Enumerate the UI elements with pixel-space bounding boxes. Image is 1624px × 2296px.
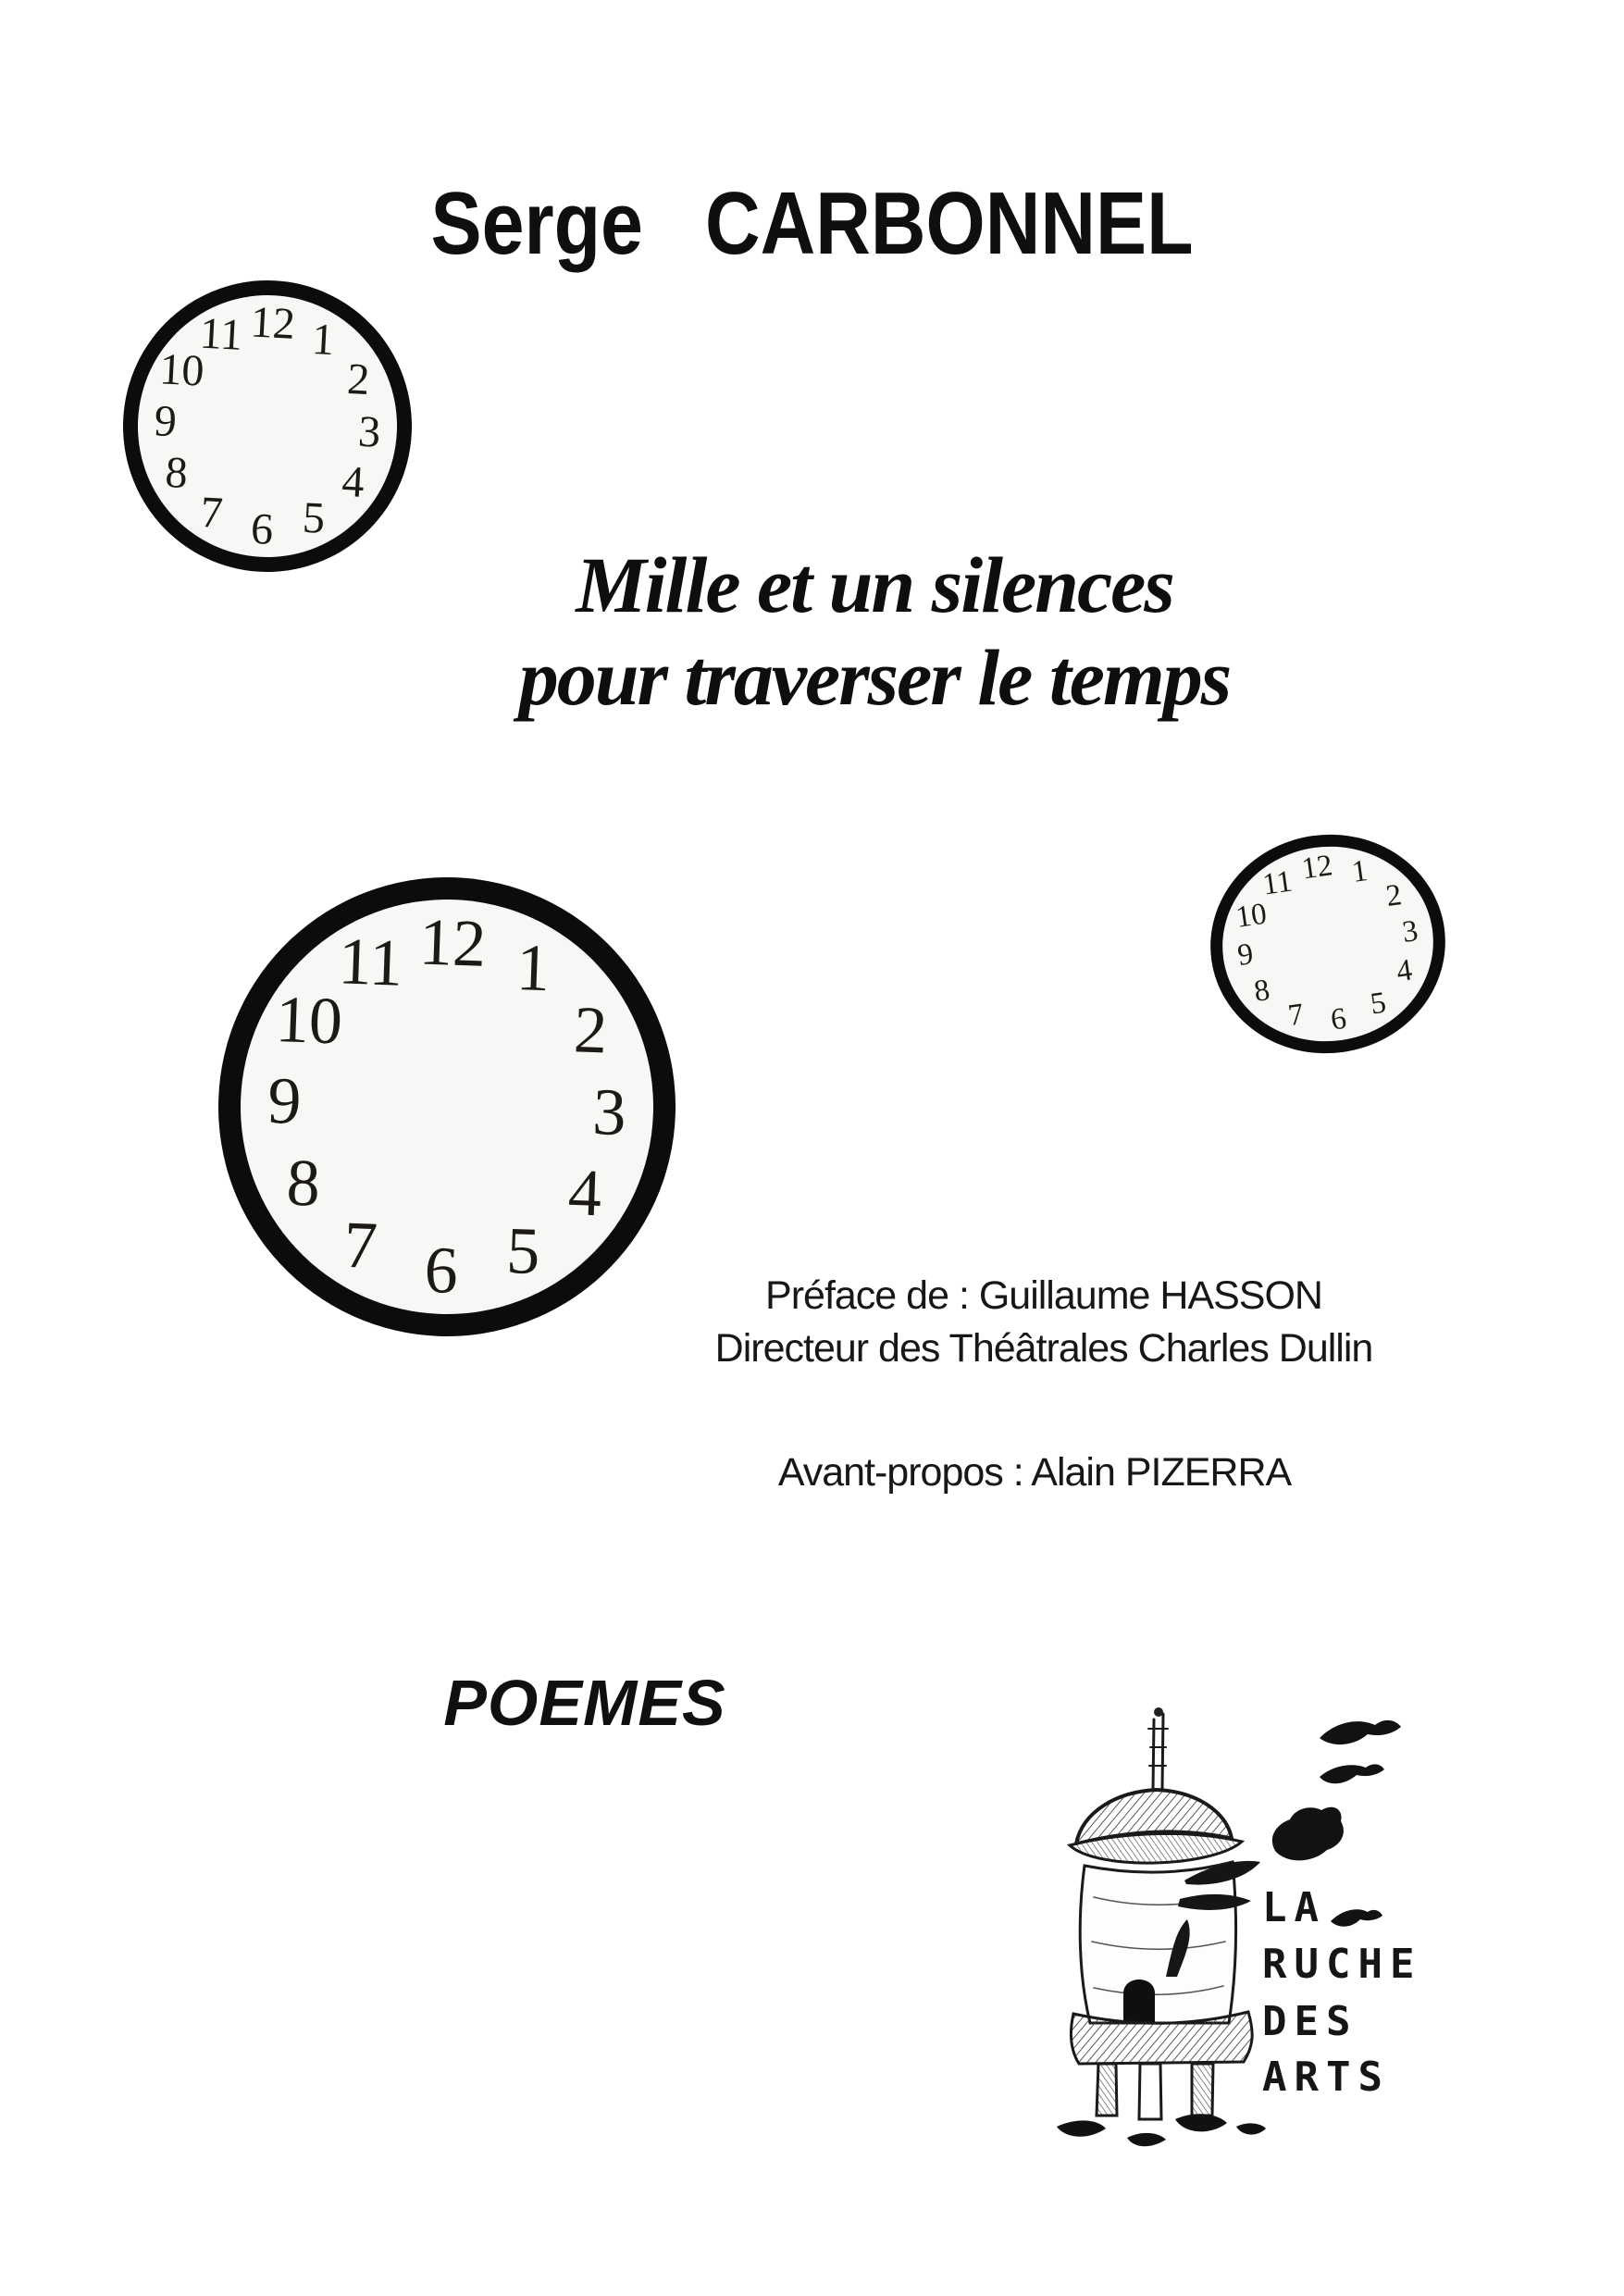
preface-credit-line-2: Directeur des Théâtrales Charles Dullin [714, 1326, 1373, 1371]
publisher-name-line: LA [1262, 1884, 1326, 1931]
clock-numeral-6: 6 [423, 1232, 460, 1308]
clock-numeral-5: 5 [505, 1212, 541, 1288]
clock-numeral-6: 6 [249, 503, 275, 554]
clock-numeral-11: 11 [198, 308, 244, 360]
clock-numeral-9: 9 [1235, 937, 1256, 973]
clock-numeral-11: 11 [1260, 864, 1295, 902]
clock-numeral-12: 12 [249, 297, 297, 349]
bee-icon [1320, 1764, 1384, 1783]
clock-numeral-1: 1 [514, 930, 552, 1006]
bee-icon [1272, 1807, 1344, 1861]
subtitle-line-2: pour traverser le temps [518, 633, 1231, 722]
blank-clock-small-right [1196, 819, 1459, 1068]
clock-numeral-8: 8 [285, 1145, 322, 1221]
bee-icon [1331, 1909, 1382, 1927]
preface-credit-line-1: Préface de : Guillaume HASSON [765, 1273, 1322, 1318]
clock-numeral-2: 2 [572, 991, 609, 1068]
avant-propos-credit [479, 1446, 1590, 1498]
publisher-logo-illustration [1036, 1699, 1471, 2153]
clock-numeral-8: 8 [1251, 974, 1272, 1010]
clock-numeral-10: 10 [274, 981, 344, 1059]
preface-credit [489, 1270, 1599, 1375]
publisher-name-line: DES [1262, 1998, 1358, 2045]
clock-numeral-5: 5 [1368, 986, 1389, 1022]
clock-numeral-4: 4 [566, 1155, 603, 1231]
beehive-illustration [1057, 1707, 1266, 2146]
author-last-name: CARBONNEL [705, 174, 1194, 274]
clock-numeral-1: 1 [310, 314, 336, 366]
subtitle-line-1: Mille et un silences [576, 540, 1173, 629]
avant-propos-line: Avant-propos : Alain PIZERRA [777, 1450, 1292, 1495]
bee-icon [1320, 1720, 1401, 1744]
clock-numeral-10: 10 [1233, 897, 1269, 935]
clock-numeral-8: 8 [164, 448, 190, 499]
clock-numeral-11: 11 [337, 924, 404, 1000]
clock-numeral-1: 1 [1349, 854, 1370, 890]
clock-numeral-3: 3 [1400, 914, 1420, 949]
clock-numeral-12: 12 [1299, 849, 1335, 887]
clock-numeral-4: 4 [1395, 953, 1415, 989]
clock-numeral-5: 5 [301, 492, 327, 543]
clock-numeral-7: 7 [1285, 997, 1307, 1033]
clock-numeral-3: 3 [591, 1074, 628, 1150]
genre-label: POEMES [443, 1667, 726, 1739]
clock-numeral-6: 6 [1328, 1001, 1349, 1037]
blank-clock-top-left [116, 273, 419, 579]
book-subtitle [319, 539, 1430, 724]
clock-numeral-4: 4 [341, 457, 366, 508]
clock-numeral-12: 12 [417, 904, 488, 982]
publisher-name-line: ARTS [1262, 2054, 1390, 2101]
clock-numeral-9: 9 [267, 1062, 303, 1138]
clock-numeral-7: 7 [199, 487, 225, 539]
clock-numeral-9: 9 [153, 395, 179, 446]
clock-numeral-2: 2 [345, 354, 371, 404]
clock-numeral-3: 3 [356, 406, 382, 457]
publisher-name-line: RUCHE [1262, 1941, 1422, 1988]
clock-numeral-2: 2 [1383, 877, 1404, 913]
page-title [114, 174, 1510, 274]
clock-numeral-10: 10 [158, 344, 205, 396]
author-first-name: Serge [430, 174, 643, 274]
clock-numeral-7: 7 [342, 1207, 379, 1283]
